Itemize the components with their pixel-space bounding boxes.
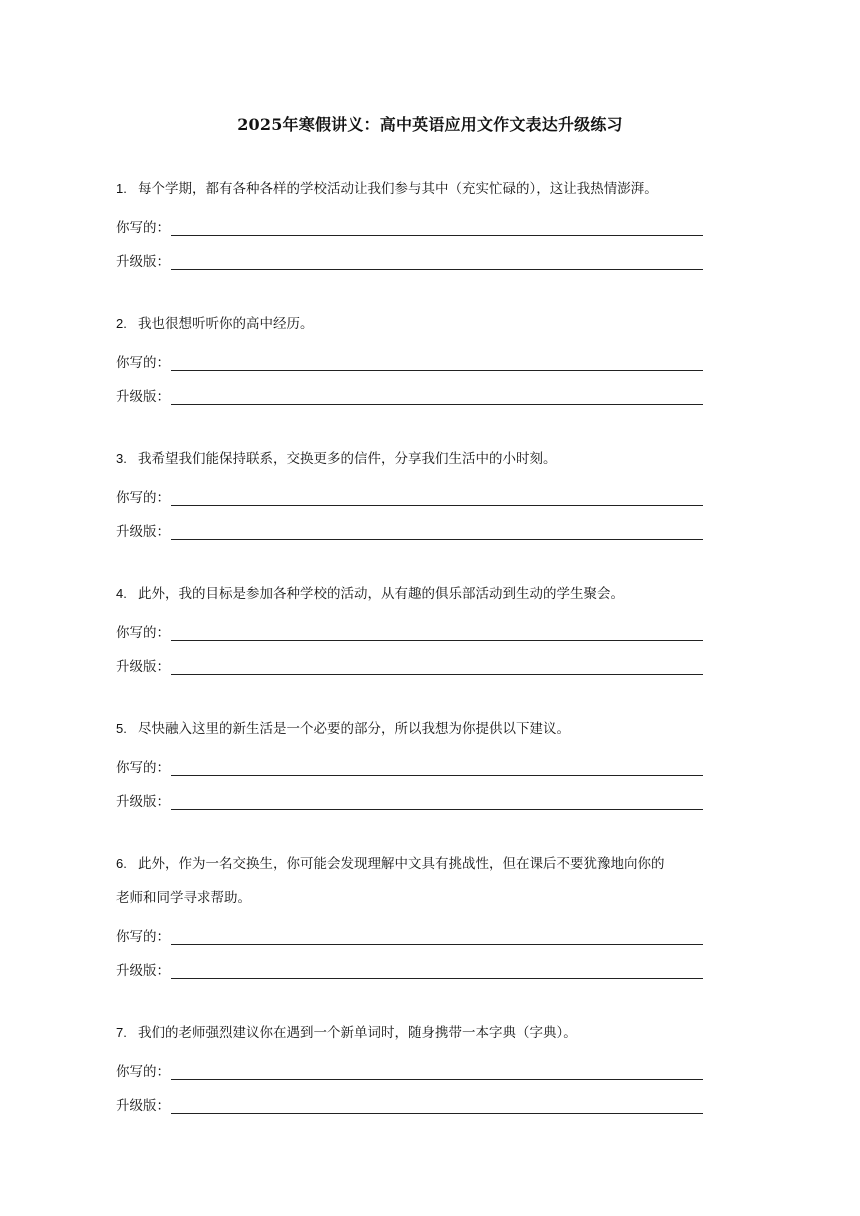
question-text [116, 577, 736, 611]
your-answer-row [116, 476, 736, 510]
question-prompt: 我们的老师强烈建议你在遇到一个新单词时，随身携带一本字典（字典）。 [138, 1025, 577, 1041]
upgraded-answer-row [116, 510, 736, 544]
question-text [116, 172, 736, 206]
question-number: 4. [116, 586, 127, 601]
question-number: 7. [116, 1025, 127, 1040]
question-item-7 [116, 1016, 736, 1118]
question-number: 3. [116, 451, 127, 466]
question-item-5 [116, 712, 736, 814]
question-prompt: 此外，作为一名交换生，你可能会发现理解中文具有挑战性，但在课后不要犹豫地向你的 [138, 856, 665, 872]
upgraded-answer-blank[interactable] [171, 384, 703, 405]
question-prompt: 我希望我们能保持联系，交换更多的信件，分享我们生活中的小时刻。 [138, 451, 557, 467]
your-answer-blank[interactable] [171, 755, 703, 776]
upgraded-answer-label: 升级版： [116, 389, 170, 405]
your-answer-label: 你写的： [116, 760, 170, 776]
your-answer-label: 你写的： [116, 625, 170, 641]
question-number: 1. [116, 181, 127, 196]
your-answer-row [116, 611, 736, 645]
question-prompt-continued: 老师和同学寻求帮助。 [116, 890, 251, 906]
question-text [116, 1016, 736, 1050]
your-answer-blank[interactable] [171, 350, 703, 371]
upgraded-answer-label: 升级版： [116, 524, 170, 540]
question-prompt: 每个学期，都有各种各样的学校活动让我们参与其中（充实忙碌的），这让我热情澎湃。 [138, 181, 658, 197]
upgraded-answer-blank[interactable] [171, 789, 703, 810]
upgraded-answer-row [116, 645, 736, 679]
upgraded-answer-row [116, 1084, 736, 1118]
your-answer-label: 你写的： [116, 355, 170, 371]
your-answer-row [116, 746, 736, 780]
upgraded-answer-label: 升级版： [116, 794, 170, 810]
question-item-3 [116, 442, 736, 544]
upgraded-answer-row [116, 375, 736, 409]
your-answer-row [116, 341, 736, 375]
your-answer-label: 你写的： [116, 490, 170, 506]
upgraded-answer-blank[interactable] [171, 654, 703, 675]
question-number: 6. [116, 856, 127, 871]
upgraded-answer-label: 升级版： [116, 963, 170, 979]
question-prompt: 我也很想听听你的高中经历。 [138, 316, 314, 332]
your-answer-row [116, 1050, 736, 1084]
question-number: 2. [116, 316, 127, 331]
question-item-2 [116, 307, 736, 409]
your-answer-blank[interactable] [171, 924, 703, 945]
upgraded-answer-label: 升级版： [116, 659, 170, 675]
your-answer-row [116, 915, 736, 949]
question-prompt: 尽快融入这里的新生活是一个必要的部分，所以我想为你提供以下建议。 [138, 721, 570, 737]
question-text [116, 712, 736, 746]
upgraded-answer-label: 升级版： [116, 1098, 170, 1114]
your-answer-blank[interactable] [171, 215, 703, 236]
your-answer-blank[interactable] [171, 485, 703, 506]
question-text [116, 307, 736, 341]
upgraded-answer-row [116, 240, 736, 274]
your-answer-label: 你写的： [116, 1064, 170, 1080]
your-answer-blank[interactable] [171, 620, 703, 641]
question-item-6 [116, 847, 736, 983]
upgraded-answer-label: 升级版： [116, 254, 170, 270]
upgraded-answer-blank[interactable] [171, 249, 703, 270]
question-item-4 [116, 577, 736, 679]
question-item-1 [116, 172, 736, 274]
upgraded-answer-blank[interactable] [171, 958, 703, 979]
question-text [116, 847, 736, 881]
page-title: 2025年寒假讲义：高中英语应用文作文表达升级练习 [237, 115, 623, 134]
upgraded-answer-row [116, 780, 736, 814]
upgraded-answer-row [116, 949, 736, 983]
upgraded-answer-blank[interactable] [171, 519, 703, 540]
your-answer-label: 你写的： [116, 929, 170, 945]
your-answer-label: 你写的： [116, 220, 170, 236]
question-number: 5. [116, 721, 127, 736]
upgraded-answer-blank[interactable] [171, 1093, 703, 1114]
your-answer-blank[interactable] [171, 1059, 703, 1080]
question-text [116, 442, 736, 476]
question-prompt: 此外，我的目标是参加各种学校的活动，从有趣的俱乐部活动到生动的学生聚会。 [138, 586, 624, 602]
your-answer-row [116, 206, 736, 240]
